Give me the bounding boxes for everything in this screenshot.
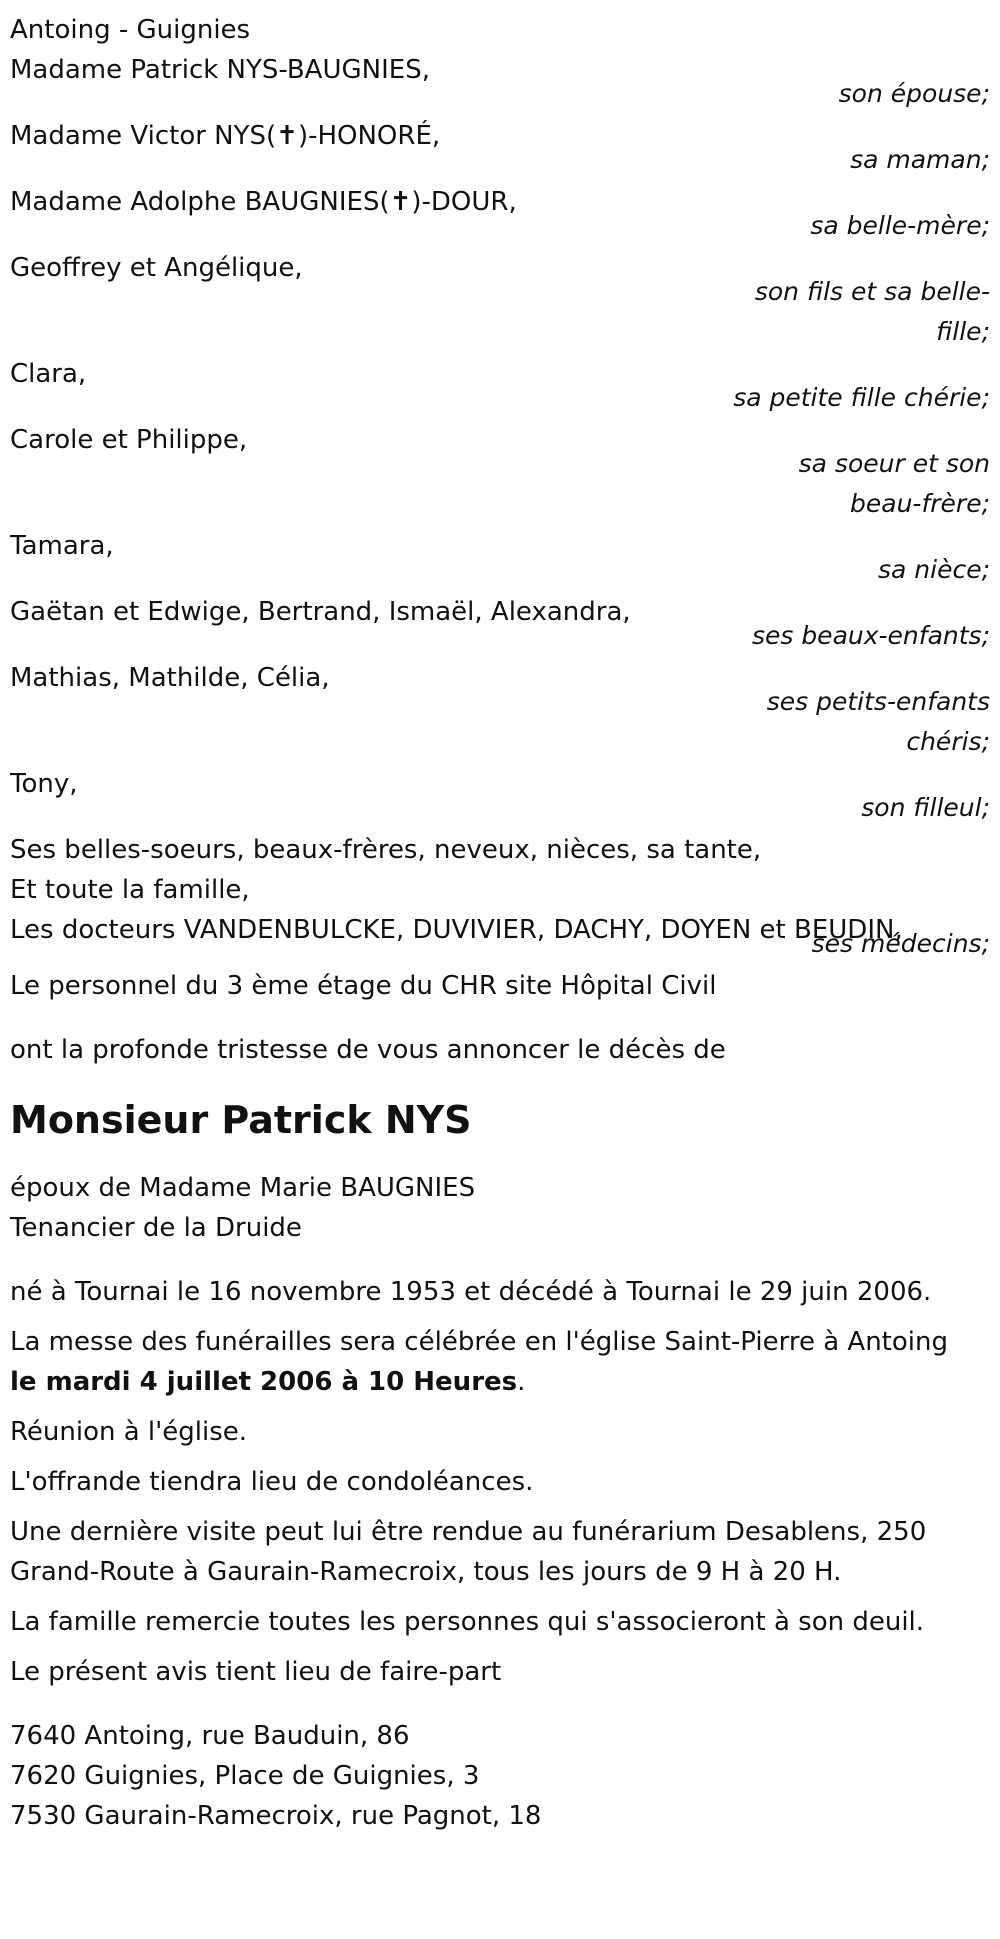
relative-row	[10, 354, 990, 418]
visit-line-2: Grand-Route à Gaurain-Ramecroix, tous les jours de 9 H à 20 H.	[10, 1557, 842, 1587]
relative-role: son filleul;	[861, 793, 990, 822]
thanks-line: La famille remercie toutes les personnes qui s'associeront à son deuil.	[10, 1607, 925, 1637]
relative-role: sa nièce;	[877, 555, 990, 584]
relative-name: Geoffrey et Angélique,	[10, 253, 303, 283]
relative-row	[10, 182, 990, 246]
relative-role: sa maman;	[850, 145, 990, 174]
relative-row	[10, 248, 990, 352]
announcement-line: ont la profonde tristesse de vous annoncer le décès de	[10, 1035, 726, 1065]
location-header: Antoing - Guignies	[10, 15, 251, 45]
reunion-line: Réunion à l'église.	[10, 1417, 248, 1447]
relative-name: Mathias, Mathilde, Célia,	[10, 663, 330, 693]
spouse-line: époux de Madame Marie BAUGNIES	[10, 1173, 476, 1203]
relative-role: son épouse;	[838, 79, 990, 108]
relative-role: sa soeur et son beau-frère;	[798, 449, 990, 518]
whole-family-line: Et toute la famille,	[10, 875, 250, 905]
relative-role: sa belle-mère;	[810, 211, 990, 240]
relative-name: Carole et Philippe,	[10, 425, 248, 455]
relative-row	[10, 420, 990, 524]
relative-role: ses beaux-enfants;	[751, 621, 990, 650]
relative-name: Tony,	[10, 769, 78, 799]
relative-name: Madame Victor NYS(✝)-HONORÉ,	[10, 121, 441, 151]
address-line: 7620 Guignies, Place de Guignies, 3	[10, 1761, 480, 1791]
deceased-name: Monsieur Patrick NYS	[10, 1098, 472, 1142]
extended-family-line: Ses belles-soeurs, beaux-frères, neveux, nièces, sa tante,	[10, 835, 762, 865]
hospital-staff-line: Le personnel du 3 ème étage du CHR site Hôpital Civil	[10, 971, 717, 1001]
relative-name: Tamara,	[10, 531, 114, 561]
offering-line: L'offrande tiendra lieu de condoléances.	[10, 1467, 534, 1497]
mass-intro: La messe des funérailles sera célébrée en l'église Saint-Pierre à Antoing	[10, 1327, 948, 1357]
address-line: 7530 Gaurain-Ramecroix, rue Pagnot, 18	[10, 1801, 542, 1831]
relative-name: Clara,	[10, 359, 87, 389]
spacer	[10, 1006, 990, 1030]
relative-row	[10, 592, 990, 656]
relative-row	[10, 764, 990, 828]
relative-role: ses petits-enfants chéris;	[766, 687, 990, 756]
mass-date: le mardi 4 juillet 2006 à 10 Heures	[10, 1367, 518, 1397]
mass-end: .	[517, 1367, 526, 1397]
birth-death-line: né à Tournai le 16 novembre 1953 et décédé à Tournai le 29 juin 2006.	[10, 1277, 932, 1307]
relative-row	[10, 50, 990, 114]
relative-role: son fils et sa belle-fille;	[754, 277, 990, 346]
relative-row	[10, 116, 990, 180]
relative-row	[10, 526, 990, 590]
mass-date-line	[10, 1362, 990, 1402]
doctors-line: Les docteurs VANDENBULCKE, DUVIVIER, DACHY, DOYEN et BEUDIN,	[10, 915, 903, 945]
spacer	[10, 1248, 990, 1272]
notice-line: Le présent avis tient lieu de faire-part	[10, 1657, 502, 1687]
address-line: 7640 Antoing, rue Bauduin, 86	[10, 1721, 410, 1751]
visit-line-1: Une dernière visite peut lui être rendue au funérarium Desablens, 250	[10, 1517, 927, 1547]
relative-role: sa petite fille chérie;	[733, 383, 990, 412]
relative-name: Gaëtan et Edwige, Bertrand, Ismaël, Alexandra,	[10, 597, 631, 627]
doctors-role: ses médecins;	[811, 929, 990, 958]
mass-paragraph	[10, 1322, 990, 1402]
relative-name: Madame Patrick NYS-BAUGNIES,	[10, 55, 430, 85]
relative-name: Madame Adolphe BAUGNIES(✝)-DOUR,	[10, 187, 517, 217]
occupation-line: Tenancier de la Druide	[10, 1213, 302, 1243]
spacer	[10, 1692, 990, 1716]
obituary-content	[10, 10, 990, 1836]
visit-paragraph	[10, 1512, 990, 1592]
relative-row	[10, 658, 990, 762]
